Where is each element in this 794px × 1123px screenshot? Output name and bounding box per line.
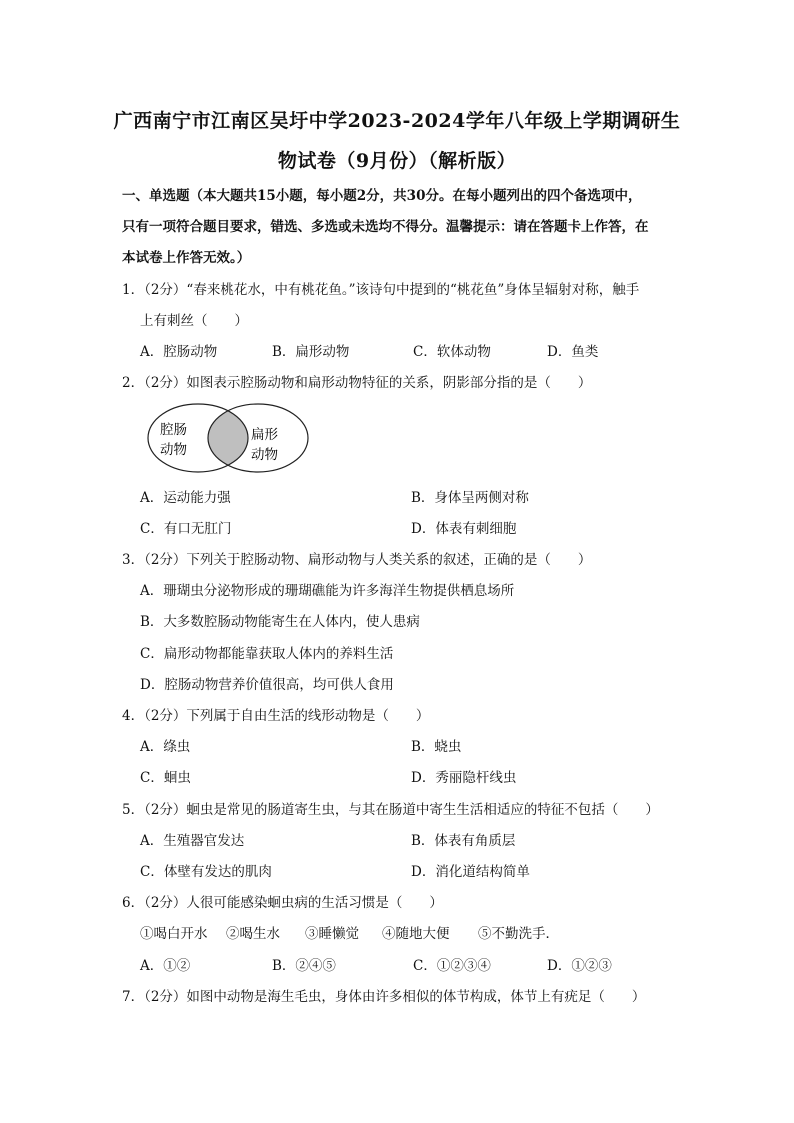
question-3-option-d[interactable]: D．腔肠动物营养价值很高，均可供人食用 [140,677,394,693]
question-3-option-a[interactable]: A．珊瑚虫分泌物形成的珊瑚礁能为许多海洋生物提供栖息场所 [140,583,515,599]
section-instructions [122,181,682,274]
question-1-option-d[interactable]: D．鱼类 [547,344,599,360]
question-2-option-a[interactable]: A．运动能力强 [140,490,231,506]
section-line2: 只有一项符合题目要求，错选、多选或未选均不得分。温馨提示：请在答题卡上作答，在 [122,219,649,235]
page-title-line2: 物试卷（9月份）（解析版） [277,150,517,172]
question-6-habit-3: ③睡懒觉 [305,926,359,942]
question-1-option-b[interactable]: B．扁形动物 [272,344,350,360]
question-6-option-c[interactable]: C．①②③④ [413,958,491,974]
question-6-habit-4: ④随地大便 [382,926,450,942]
question-4-option-d[interactable]: D．秀丽隐杆线虫 [411,770,517,786]
question-6-habit-5: ⑤不勤洗手． [478,926,559,942]
question-5-option-d[interactable]: D．消化道结构简单 [411,864,530,880]
question-4-stem: 4．（2分）下列属于自由生活的线形动物是（ ） [122,708,430,724]
question-6-habit-1: ①喝白开水 [140,926,208,942]
question-2-option-b[interactable]: B．身体呈两侧对称 [411,490,529,506]
question-6-option-d[interactable]: D．①②③ [547,958,612,974]
question-5-option-c[interactable]: C．体壁有发达的肌肉 [140,864,272,880]
question-2-option-c[interactable]: C．有口无肛门 [140,521,232,537]
question-1-stem: 1．（2分）“春来桃花水，中有桃花鱼。”该诗句中提到的“桃花鱼”身体呈辐射对称，触手 [122,282,640,298]
question-6-option-b[interactable]: B．②④⑤ [272,958,336,974]
question-1-stem-cont: 上有刺丝（ ） [140,313,248,329]
question-2-option-d[interactable]: D．体表有刺细胞 [411,521,517,537]
venn-right-label-2: 动物 [251,447,278,463]
venn-diagram [146,402,310,474]
question-6-option-a[interactable]: A．①② [140,958,191,974]
question-5-option-b[interactable]: B．体表有角质层 [411,833,516,849]
question-3-stem: 3．（2分）下列关于腔肠动物、扁形动物与人类关系的叙述，正确的是（ ） [122,552,592,568]
page-title-line1: 广西南宁市江南区吴圩中学2023-2024学年八年级上学期调研生 [113,110,681,132]
question-2-stem: 2．（2分）如图表示腔肠动物和扁形动物特征的关系，阴影部分指的是（ ） [122,375,592,391]
venn-right-label-1: 扁形 [251,427,278,443]
question-4-option-b[interactable]: B．蛲虫 [411,739,462,755]
section-line3: 本试卷上作答无效。） [122,250,251,266]
question-7-stem: 7．（2分）如图中动物是海生毛虫，身体由许多相似的体节构成，体节上有疣足（ ） [122,989,646,1005]
question-6-stem: 6．（2分）人很可能感染蛔虫病的生活习惯是（ ） [122,895,443,911]
question-1-option-a[interactable]: A．腔肠动物 [140,344,218,360]
question-4-option-a[interactable]: A．绦虫 [140,739,191,755]
question-3-option-c[interactable]: C．扁形动物都能靠获取人体内的养料生活 [140,646,394,662]
section-line1: 一、单选题（本大题共15小题，每小题2分，共30分。在每小题列出的四个备选项中， [122,188,642,204]
venn-left-label-2: 动物 [160,442,187,458]
venn-left-label-1: 腔肠 [160,422,187,438]
question-6-habit-2: ②喝生水 [226,926,280,942]
question-3-option-b[interactable]: B．大多数腔肠动物能寄生在人体内，使人患病 [140,614,420,630]
question-5-option-a[interactable]: A．生殖器官发达 [140,833,245,849]
question-4-option-c[interactable]: C．蛔虫 [140,770,191,786]
question-1-option-c[interactable]: C．软体动物 [413,344,491,360]
question-5-stem: 5．（2分）蛔虫是常见的肠道寄生虫，与其在肠道中寄生生活相适应的特征不包括（ ） [122,802,659,818]
